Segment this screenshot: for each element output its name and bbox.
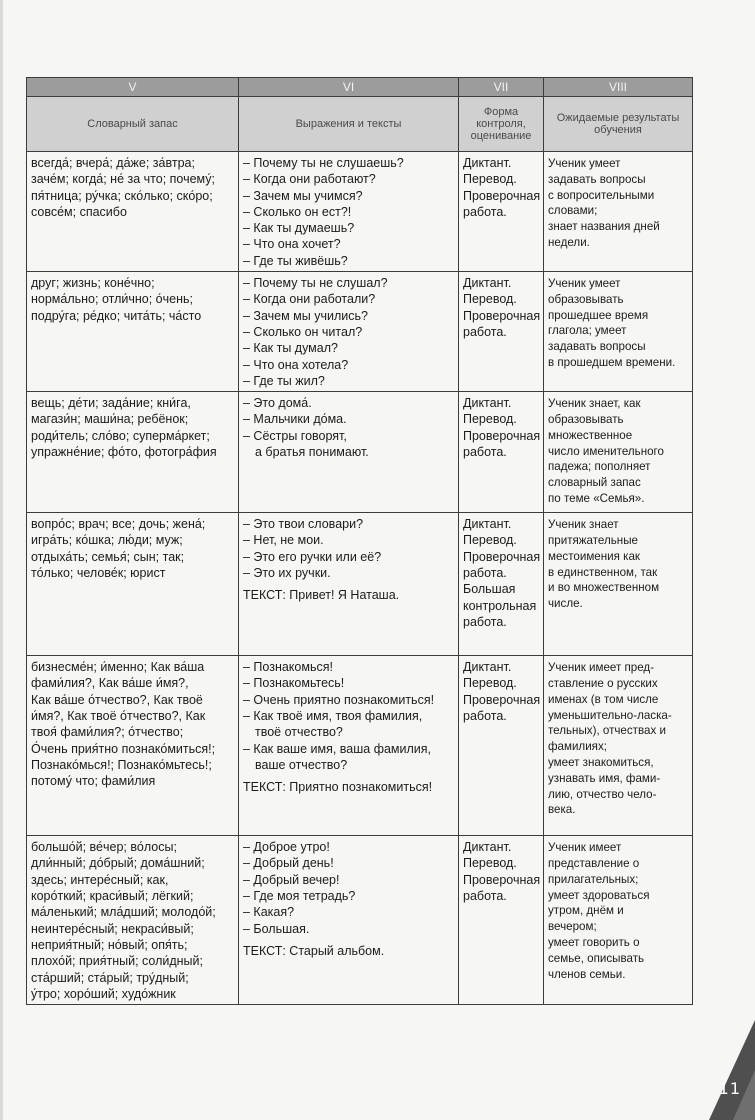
header-vocabulary: Словарный запас [27, 97, 239, 152]
vocabulary-cell-line: Познако́мься!; Познако́мьтесь!; [31, 757, 212, 772]
expressions-cell-line: – Что она хотела? [243, 357, 349, 372]
vocabulary-cell-line: плохо́й; прия́тный; соли́дный; [31, 954, 203, 969]
roman-header-vii: VII [459, 78, 544, 97]
page-edge [0, 0, 3, 1120]
results-cell-line: века. [548, 803, 576, 817]
expressions-cell-line: – Это дома́. [243, 396, 312, 411]
control-cell-line: Диктант. [463, 276, 512, 291]
control-cell-line: работа. [463, 566, 507, 581]
control-cell-line: Диктант. [463, 840, 512, 855]
table-row [27, 836, 693, 1005]
control-cell-line: Диктант. [463, 660, 512, 675]
vocabulary-cell-line: потому́ что; фами́лия [31, 774, 156, 789]
roman-header-v: V [27, 78, 239, 97]
expressions-cell-line: – Как ваше имя, ваша фамилия, [243, 741, 432, 756]
expressions-cell-line: – Почему ты не слушал? [243, 276, 388, 291]
control-cell-line: Перевод. [463, 856, 517, 871]
expressions-cell [239, 836, 459, 1005]
expressions-cell-line: – Почему ты не слушаешь? [243, 156, 404, 170]
expressions-cell-line: ваше отчество? [255, 757, 348, 772]
control-cell-line: Перевод. [463, 412, 517, 427]
results-cell-line: прошедшее время [548, 308, 649, 322]
expressions-cell [239, 656, 459, 836]
vocabulary-cell-line: отдыха́ть; семья́; сын; так; [31, 549, 185, 564]
expressions-cell [239, 392, 459, 513]
expressions-cell-line: – Доброе утро! [243, 840, 330, 855]
results-cell-line: семье, описывать [548, 951, 645, 965]
results-cell-line: уменьшительно-ласка- [548, 708, 672, 722]
expressions-cell-line: – Нет, не мои. [243, 533, 324, 548]
expressions-cell-line: – Это его ручки или её? [243, 549, 382, 564]
results-cell-line: членов семьи. [548, 967, 626, 981]
table-row [27, 513, 693, 656]
control-cell-line: работа. [463, 324, 507, 339]
results-cell-line: узнавать имя, фами- [548, 771, 661, 785]
results-cell-line: ставление о русских [548, 676, 658, 690]
control-cell-line: Диктант. [463, 396, 512, 411]
control-cell-line: работа. [463, 709, 507, 724]
results-cell-line: в прошедшем времени. [548, 356, 676, 370]
control-cell-line: Проверочная [463, 428, 541, 443]
vocabulary-cell-line: дли́нный; до́брый; дома́шний; [31, 856, 205, 871]
vocabulary-cell-line: здесь; интере́сный; как, [31, 872, 169, 887]
expressions-cell-line: – Мальчики до́ма. [243, 412, 347, 427]
header-expressions: Выражения и тексты [239, 97, 459, 152]
results-cell-line: числе. [548, 597, 583, 611]
page-number: 11 [718, 1079, 741, 1098]
control-cell [459, 513, 544, 656]
results-cell-line: Ученик умеет [548, 277, 621, 291]
vocabulary-cell-line: неинтере́сный; некраси́вый; [31, 921, 194, 936]
vocabulary-cell [27, 513, 239, 656]
control-cell [459, 656, 544, 836]
results-cell-line: тельных), отчествах и [548, 724, 666, 738]
vocabulary-cell-line: норма́льно; отли́чно; о́чень; [31, 292, 193, 307]
results-cell-line: в единственном, так [548, 565, 658, 579]
vocabulary-cell-line: подру́га; ре́дко; чита́ть; ча́сто [31, 308, 202, 323]
vocabulary-cell-line: то́лько; челове́к; юрист [31, 566, 166, 581]
results-cell-line: словарный запас [548, 476, 641, 490]
results-cell-line: образовывать [548, 292, 624, 306]
expressions-cell-line: – Добрый день! [243, 856, 334, 871]
table-row [27, 152, 693, 272]
expressions-cell-line: – Познакомься! [243, 660, 333, 675]
vocabulary-cell-line: заче́м; когда́; не́ за что; почему́; [31, 172, 216, 187]
expressions-cell-line: – Какая? [243, 905, 295, 920]
expressions-cell-line: – Когда они работают? [243, 172, 376, 187]
results-cell-line: число именительного [548, 444, 664, 458]
expressions-cell-line: – Очень приятно познакомиться! [243, 692, 435, 707]
results-cell [544, 836, 693, 1005]
vocabulary-cell-line: всегда́; вчера́; да́же; за́втра; [31, 156, 195, 170]
column-header-row [27, 97, 693, 152]
expressions-cell-line: – Где моя тетрадь? [243, 889, 356, 904]
reading-text-title: ТЕКСТ: Старый альбом. [243, 943, 385, 958]
results-cell-line: множественное [548, 428, 633, 442]
results-cell-line: по теме «Семья». [548, 491, 645, 505]
vocabulary-cell-line: ма́ленький; мла́дший; молодо́й; [31, 905, 216, 920]
vocabulary-cell-line: и́мя?, Как твоё о́тчество?, Как [31, 709, 206, 724]
expressions-cell-line: – Большая. [243, 921, 310, 936]
control-cell-line: Проверочная [463, 549, 541, 564]
results-cell [544, 272, 693, 392]
table-row [27, 272, 693, 392]
control-cell-line: контрольная [463, 598, 537, 613]
expressions-cell [239, 272, 459, 392]
vocabulary-cell-line: совсе́м; спасибо [31, 204, 127, 219]
vocabulary-cell-line: вещь; де́ти; зада́ние; кни́га, [31, 396, 191, 411]
results-cell-line: умеет говорить о [548, 935, 640, 949]
roman-header-viii: VIII [544, 78, 693, 97]
expressions-cell-line: – Сколько он читал? [243, 324, 363, 339]
reading-text-title: ТЕКСТ: Привет! Я Наташа. [243, 588, 400, 603]
control-cell-line: Проверочная [463, 692, 541, 707]
expressions-cell-line: – Познакомьтесь! [243, 676, 345, 691]
vocabulary-cell-line: большо́й; ве́чер; во́лосы; [31, 840, 177, 855]
results-cell-line: и во множественном [548, 581, 660, 595]
vocabulary-cell-line: вопро́с; врач; все; дочь; жена́; [31, 517, 206, 532]
expressions-cell-line: – Что она хочет? [243, 237, 341, 252]
control-cell-line: работа. [463, 445, 507, 460]
results-cell-line: утром, днём и [548, 904, 624, 918]
roman-header-row [27, 78, 693, 97]
expressions-cell-line: – Когда они работали? [243, 292, 376, 307]
vocabulary-cell-line: неприя́тный; но́вый; опя́ть; [31, 937, 188, 952]
expressions-cell-line: – Сёстры говорят, [243, 428, 347, 443]
results-cell-line: фамилиях; [548, 740, 607, 754]
vocabulary-cell-line: игра́ть; ко́шка; лю́ди; муж; [31, 533, 183, 548]
results-cell-line: Ученик знает [548, 518, 619, 532]
header-control: Форма контроля, оценивание [459, 97, 544, 152]
results-cell-line: умеет здороваться [548, 888, 650, 902]
control-cell [459, 392, 544, 513]
vocabulary-cell-line: магази́н; маши́на; ребёнок; [31, 412, 189, 427]
results-cell-line: именах (в том числе [548, 692, 659, 706]
results-cell-line: притяжательные [548, 533, 638, 547]
results-cell-line: словами; [548, 204, 598, 218]
control-cell-line: Диктант. [463, 156, 512, 170]
results-cell-line: Ученик знает, как [548, 397, 641, 411]
reading-text-title: ТЕКСТ: Приятно познакомиться! [243, 780, 433, 795]
control-cell-line: Проверочная [463, 308, 541, 323]
expressions-cell-line: – Как твоё имя, твоя фамилия, [243, 709, 423, 724]
expressions-cell-line: твоё отчество? [255, 725, 343, 740]
results-cell-line: недели. [548, 235, 590, 249]
control-cell [459, 836, 544, 1005]
expressions-cell-line: – Сколько он ест?! [243, 204, 352, 219]
results-cell-line: падежа; пополняет [548, 460, 651, 474]
results-cell-line: вечером; [548, 920, 597, 934]
results-cell-line: задавать вопросы [548, 340, 646, 354]
results-cell-line: знает названия дней [548, 220, 660, 234]
vocabulary-cell-line: фами́лия?, Как ва́ше и́мя?, [31, 676, 189, 691]
results-cell-line: задавать вопросы [548, 172, 646, 186]
results-cell-line: прилагательных; [548, 872, 639, 886]
control-cell [459, 272, 544, 392]
control-cell-line: работа. [463, 889, 507, 904]
roman-header-vi: VI [239, 78, 459, 97]
control-cell-line: работа. [463, 614, 507, 629]
results-cell-line: умеет знакомиться, [548, 755, 654, 769]
vocabulary-cell [27, 272, 239, 392]
expressions-cell-line: – Добрый вечер! [243, 872, 340, 887]
curriculum-table [26, 77, 693, 1005]
results-cell [544, 513, 693, 656]
vocabulary-cell-line: друг; жизнь; коне́чно; [31, 276, 155, 291]
results-cell-line: представление о [548, 856, 640, 870]
expressions-cell [239, 513, 459, 656]
control-cell-line: Перевод. [463, 676, 517, 691]
expressions-cell-line: – Как ты думал? [243, 341, 338, 356]
header-results: Ожидаемые результаты обучения [544, 97, 693, 152]
control-cell-line: Перевод. [463, 533, 517, 548]
results-cell [544, 656, 693, 836]
expressions-cell [239, 152, 459, 272]
vocabulary-cell-line: у́тро; хоро́ший; худо́жник [31, 986, 176, 1001]
results-cell-line: местоимения как [548, 549, 640, 563]
control-cell [459, 152, 544, 272]
vocabulary-cell-line: ста́рший; ста́рый; тру́дный; [31, 970, 189, 985]
expressions-cell-line: – Зачем мы учимся? [243, 188, 363, 203]
vocabulary-cell-line: Как ва́ше о́тчество?, Как твоё [31, 692, 203, 707]
results-cell-line: образовывать [548, 412, 624, 426]
vocabulary-cell-line: роди́тель; сло́во; суперма́ркет; [31, 428, 210, 443]
expressions-cell-line: – Это твои словари? [243, 517, 364, 532]
vocabulary-cell [27, 392, 239, 513]
vocabulary-cell-line: пя́тница; ру́чка; ско́лько; ско́ро; [31, 188, 213, 203]
table-row [27, 392, 693, 513]
vocabulary-cell-line: коро́ткий; краси́вый; лёгкий; [31, 889, 194, 904]
expressions-cell-line: – Где ты жил? [243, 373, 325, 388]
vocabulary-cell-line: упражне́ние; фо́то, фотогра́фия [31, 445, 217, 460]
control-cell-line: Проверочная [463, 872, 541, 887]
control-cell-line: Большая [463, 582, 516, 597]
expressions-cell-line: а братья понимают. [255, 445, 369, 460]
control-cell-line: Перевод. [463, 172, 517, 187]
results-cell [544, 152, 693, 272]
results-cell-line: лию, отчество чело- [548, 787, 657, 801]
vocabulary-cell [27, 656, 239, 836]
results-cell-line: глагола; умеет [548, 324, 627, 338]
vocabulary-cell-line: бизнесме́н; и́менно; Как ва́ша [31, 660, 205, 675]
control-cell-line: работа. [463, 204, 507, 219]
table-row [27, 656, 693, 836]
results-cell-line: Ученик имеет [548, 841, 622, 855]
vocabulary-cell-line: твоя́ фами́лия?; о́тчество; [31, 725, 184, 740]
control-cell-line: Перевод. [463, 292, 517, 307]
expressions-cell-line: – Зачем мы учились? [243, 308, 368, 323]
results-cell-line: Ученик умеет [548, 157, 621, 170]
control-cell-line: Проверочная [463, 188, 541, 203]
expressions-cell-line: – Это их ручки. [243, 566, 331, 581]
vocabulary-cell-line: О́чень прия́тно познако́миться!; [31, 741, 216, 756]
results-cell [544, 392, 693, 513]
results-cell-line: с вопросительными [548, 188, 655, 202]
expressions-cell-line: – Как ты думаешь? [243, 221, 355, 236]
results-cell-line: Ученик имеет пред- [548, 661, 655, 675]
expressions-cell-line: – Где ты живёшь? [243, 253, 348, 268]
vocabulary-cell [27, 836, 239, 1005]
control-cell-line: Диктант. [463, 517, 512, 532]
vocabulary-cell [27, 152, 239, 272]
